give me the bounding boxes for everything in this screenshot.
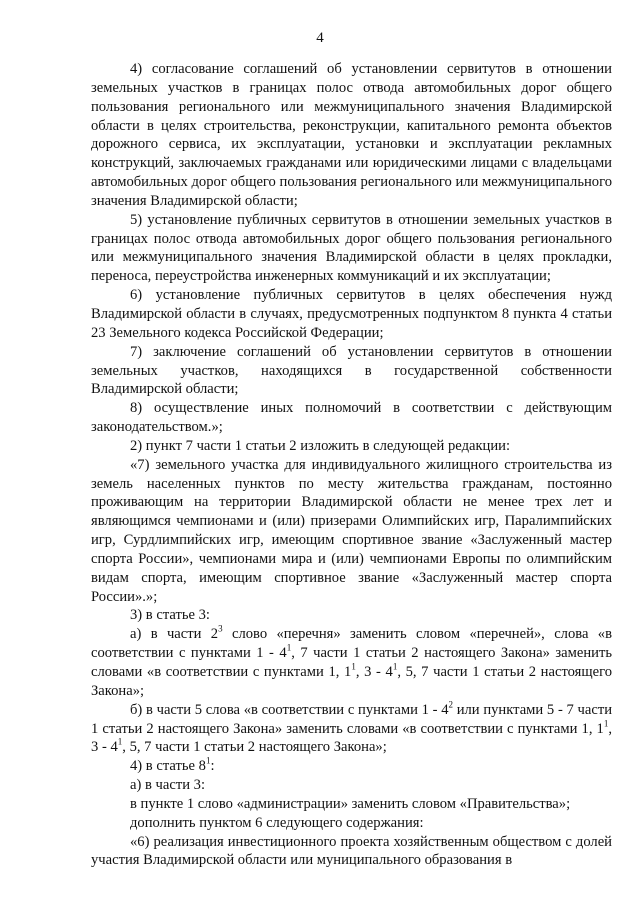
paragraph: дополнить пунктом 6 следующего содержания: bbox=[130, 814, 424, 831]
paragraph: 3) в статье 3: bbox=[130, 607, 210, 624]
paragraph: 2) пункт 7 части 1 статьи 2 изложить в следующей редакции: bbox=[130, 437, 511, 454]
paragraph: 4) согласование соглашений об установлении сервитутов в отношении земельных участков в границах полос отвода автомобильных дорог общего пользования регионального или межмуниципального значения Владимирской области в целях строительства, реконструкции, капитального ремонта объектов дорожного сервиса, их эксплуатации, установки и эксплуатации рекламных конструкций, заключаемых гражданами или юридическими лицами с владельцами автомобильных дорог общего пользования регионального или межмуниципального значения Владимирской области; bbox=[91, 61, 612, 209]
paragraph: в пункте 1 слово «администрации» заменить словом «Правительства»; bbox=[130, 795, 571, 812]
paragraph: а) в части 3: bbox=[130, 777, 206, 794]
paragraph-art8-heading: 4) в статье $8^1$: bbox=[130, 755, 215, 775]
paragraph: 5) установление публичных сервитутов в отношении земельных участков в границах полос отвода автомобильных дорог общего пользования регионального или межмуниципального значения Владимирской области в целях прокладки, переноса, переустройства инженерных коммуникаций и их эксплуатации; bbox=[91, 211, 612, 285]
paragraph: 7) заключение соглашений об установлении сервитутов в отношении земельных участков, находящихся в государственной собственности Владимирской области; bbox=[91, 343, 612, 398]
document-body bbox=[91, 60, 612, 870]
paragraph: «6) реализация инвестиционного проекта хозяйственным обществом с долей участия Владимирской области или муниципального образования в bbox=[91, 833, 612, 869]
page-number: 4 bbox=[316, 30, 324, 46]
paragraph: 8) осуществление иных полномочий в соответствии с действующим законодательством.»; bbox=[91, 400, 612, 436]
paragraph-art3-a: а) в части $2^3$ слово «перечня» заменить словом «перечней», слова «в соответствии с пунктами $1 - 4^1$, 7 части 1 статьи 2 настоящего Закона» заменить словами «в соответствии с пунктами 1, $1^1$, $3 - 4^1$, 5, 7 части 1 статьи 2 настоящего Закона»; bbox=[91, 623, 612, 699]
paragraph: 6) установление публичных сервитутов в целях обеспечения нужд Владимирской области в случаях, предусмотренных подпунктом 8 пункта 4 статьи 23 Земельного кодекса Российской Федерации; bbox=[91, 287, 612, 341]
paragraph: «7) земельного участка для индивидуального жилищного строительства из земель населенных пунктов по месту жительства гражданам, постоянно проживающим на территории Владимирской области не менее трех лет и являющимся чемпионами и (или) призерами Олимпийских игр, Паралимпийских игр, Сурдлимпийских игр, имеющим спортивное звание «Заслуженный мастер спорта России», чемпионами мира и (или) чемпионами Европы по олимпийским видам спорта, имеющим спортивное звание «Заслуженный мастер спорта России».»; bbox=[91, 456, 612, 605]
paragraph-art3-b: б) в части 5 слова «в соответствии с пунктами $1 - 4^2$ или пунктами 5 - 7 части 1 статьи 2 настоящего Закона» заменить словами «в соответствии с пунктами 1, $1^1$, $3 - 4^1$, 5, 7 части 1 статьи 2 настоящего Закона»; bbox=[91, 698, 613, 756]
